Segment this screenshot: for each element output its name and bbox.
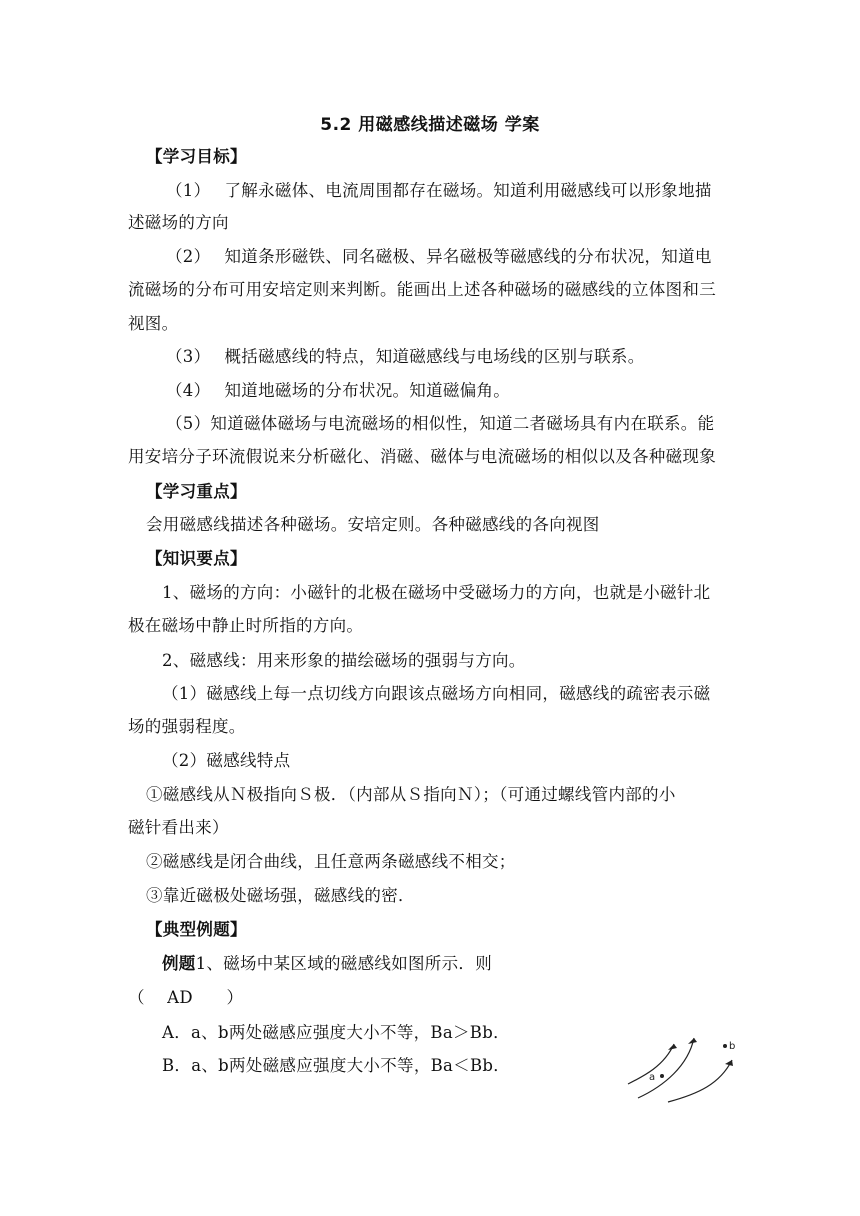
example-1-question — [162, 953, 492, 975]
examples-heading: 【典型例题】 — [146, 920, 247, 939]
objective-4: （4） 知道地磁场的分布状况。知道磁偏角。 — [166, 381, 511, 400]
magnetic-field-lines-figure — [622, 1024, 752, 1106]
objective-5-line-1: （5）知道磁体磁场与电流磁场的相似性，知道二者磁场具有内在联系。能 — [166, 414, 715, 433]
knowledge-2: 2、磁感线：用来形象的描绘磁场的强弱与方向。 — [162, 651, 526, 670]
example-1-option-b: B．a、b两处磁感应强度大小不等，Ba＜Bb． — [162, 1056, 511, 1075]
objective-2-line-1: （2） 知道条形磁铁、同名磁极、异名磁极等磁感线的分布状况，知道电 — [166, 247, 712, 266]
feature-1-line-2: 磁针看出来） — [128, 818, 229, 837]
knowledge-1-line-1: 1、磁场的方向：小磁针的北极在磁场中受磁场力的方向，也就是小磁针北 — [162, 583, 711, 602]
example-1-answer: （ AD ） — [128, 988, 244, 1007]
field-line-3 — [668, 1060, 732, 1102]
field-line-1-arrow-icon — [668, 1044, 677, 1050]
point-b-label: b — [729, 1041, 736, 1052]
example-1-option-a: A．a、b两处磁感应强度大小不等，Ba＞Bb． — [162, 1023, 510, 1042]
example-1-label: 例题 — [162, 954, 196, 973]
objective-2-line-3: 视图。 — [128, 314, 179, 333]
knowledge-1-line-2: 极在磁场中静止时所指的方向。 — [128, 616, 364, 635]
knowledge-2-1-line-2: 场的强弱程度。 — [128, 717, 246, 736]
knowledge-heading: 【知识要点】 — [146, 549, 247, 568]
objective-2-line-2: 流磁场的分布可用安培定则来判断。能画出上述各种磁场的磁感线的立体图和三 — [128, 280, 716, 299]
key-points-heading: 【学习重点】 — [146, 482, 247, 501]
knowledge-2-2: （2）磁感线特点 — [162, 751, 291, 770]
feature-3: ③靠近磁极处磁场强，磁感线的密． — [146, 886, 415, 905]
field-line-2 — [638, 1038, 694, 1098]
objective-3: （3） 概括磁感线的特点，知道磁感线与电场线的区别与联系。 — [166, 347, 645, 366]
objective-1-line-1: （1） 了解永磁体、电流周围都存在磁场。知道利用磁感线可以形象地描 — [166, 181, 712, 200]
objective-1-line-2: 述磁场的方向 — [128, 213, 229, 232]
document-title: 5.2 用磁感线描述磁场 学案 — [320, 115, 540, 135]
knowledge-2-1-line-1: （1）磁感线上每一点切线方向跟该点磁场方向相同，磁感线的疏密表示磁 — [162, 684, 711, 703]
objectives-heading: 【学习目标】 — [146, 147, 247, 166]
feature-1-line-1: ①磁感线从Ｎ极指向Ｓ极．（内部从Ｓ指向Ｎ）；（可通过螺线管内部的小 — [146, 785, 676, 804]
objective-5-line-2: 用安培分子环流假说来分析磁化、消磁、磁体与电流磁场的相似以及各种磁现象 — [128, 447, 716, 466]
key-points-text: 会用磁感线描述各种磁场。安培定则。各种磁感线的各向视图 — [146, 515, 600, 534]
point-a-dot — [660, 1074, 664, 1078]
example-1-text: 1、磁场中某区域的磁感线如图所示．则 — [195, 954, 493, 973]
point-a-label: a — [649, 1072, 656, 1083]
feature-2: ②磁感线是闭合曲线，且任意两条磁感线不相交； — [146, 852, 516, 871]
point-b-dot — [723, 1044, 727, 1048]
